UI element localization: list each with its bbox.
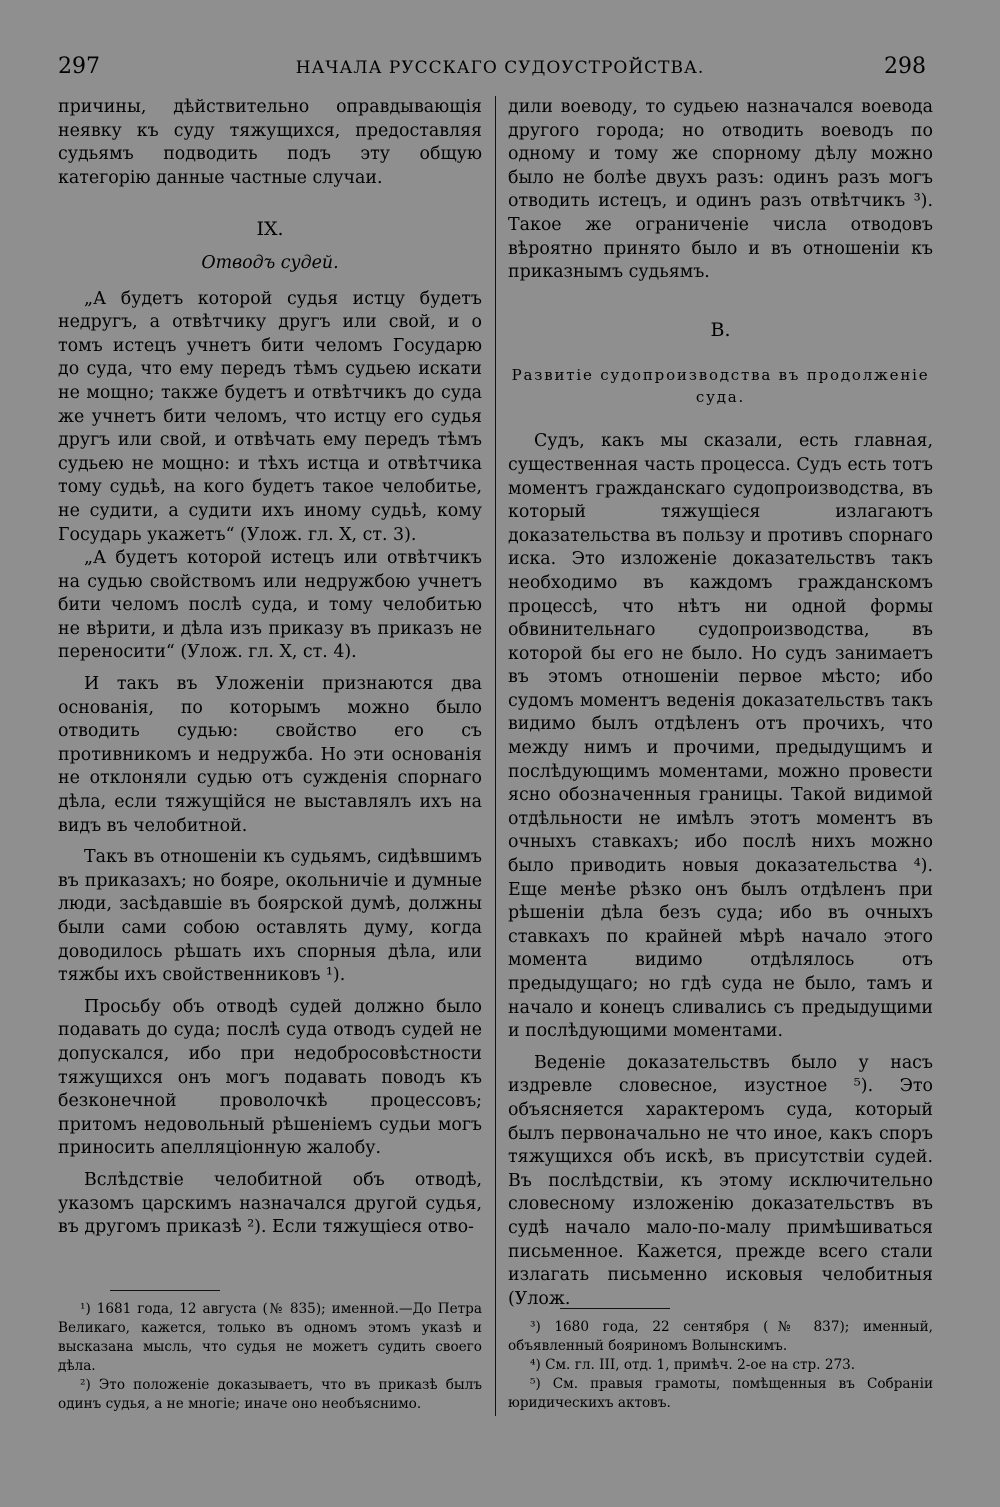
paragraph: Просьбу объ отводѣ судей должно было подавать до суда; послѣ суда отводъ судей не допускался, ибо при недобросовѣстности тяжущихся онъ могъ подавать поводъ къ безконечной проволочкѣ процессовъ; притомъ недовольный рѣшеніемъ судьи могъ приносить апелляціонную жалобу. <box>58 996 482 1159</box>
paragraph: „А будетъ которой истецъ или отвѣтчикъ на судью свойствомъ или недружбою учнетъ бити челомъ послѣ суда, и тому челобитью не вѣрити, и дѣла изъ приказу въ приказъ не переносити“ (Улож. гл. X, ст. 4). <box>58 548 482 663</box>
paragraph: Такъ въ отношеніи къ судьямъ, сидѣвшимъ въ приказахъ; но бояре, окольничіе и думные люди, засѣдавшіе въ боярской думѣ, должны были сами собою оставлять думу, когда доводилось рѣшать ихъ спорныя дѣла, или тяжбы ихъ свойственниковъ ¹). <box>58 847 482 986</box>
paragraph: Вслѣдствіе челобитной объ отводѣ, указомъ царскимъ назначался другой судья, въ другомъ приказѣ ²). Если тяжущіеся отво- <box>58 1169 482 1238</box>
footnote: ⁵) См. правыя грамоты, помѣщенныя въ Собраніи юридическихъ актовъ. <box>508 1376 933 1411</box>
footnote-rule <box>110 1290 220 1291</box>
section-number: B. <box>710 318 731 341</box>
column-divider <box>495 96 496 1416</box>
footnote: ³) 1680 года, 22 сентября (№ 837); именный, объявленный бояриномъ Волынскимъ. <box>508 1319 933 1354</box>
running-title: НАЧАЛА РУССКАГО СУДОУСТРОЙСТВА. <box>295 58 705 78</box>
footnotes-right <box>508 1318 933 1413</box>
left-column <box>58 96 482 1240</box>
right-column <box>508 96 933 1311</box>
footnote: ²) Это положеніе доказываетъ, что въ приказѣ былъ одинъ судья, а не многіе; иначе оно необъяснимо. <box>58 1377 482 1412</box>
footnote: ¹) 1681 года, 12 августа (№ 835); именной.—До Петра Великаго, кажется, только въ одномъ этомъ указѣ и высказана мысль, что судья не можетъ судить своего дѣла. <box>58 1301 482 1374</box>
footnote: ⁴) См. гл. III, отд. 1, примѣч. 2-ое на стр. 273. <box>530 1357 856 1373</box>
paragraph: И такъ въ Уложеніи признаются два основанія, по которымъ можно было отводить судью: свойство его съ противникомъ и недружба. Но эти основанія не отклоняли судью отъ сужденія спорнаго дѣла, если тяжущійся не выставлялъ ихъ на видъ въ челобитной. <box>58 674 482 836</box>
page-number-left: 297 <box>58 54 100 79</box>
section-title: Развитіе судопроизводства въ продолженіе суда. <box>511 366 930 407</box>
footnotes-left <box>58 1300 482 1414</box>
paragraph: Веденіе доказательствъ было у насъ издревле словесное, изустное ⁵). Это объясняется характеромъ суда, который былъ первоначально не что иное, какъ споръ тяжущихся объ искѣ, въ присутствіи судей. Въ послѣдствіи, къ этому исключительно словесному изложенію доказательствъ въ судѣ начало мало-по-малу примѣшиваться письменное. Кажется, прежде всего стали излагать письменно исковыя челобитныя (Улож. <box>508 1052 933 1309</box>
page-number-right: 298 <box>884 54 926 79</box>
paragraph: Судъ, какъ мы сказали, есть главная, существенная часть процесса. Судъ есть тотъ моментъ гражданскаго судопроизводства, въ который тяжущіеся излагаютъ доказательства въ пользу и противъ спорнаго иска. Это изложеніе доказательствъ такъ необходимо въ каждомъ гражданскомъ процессѣ, что нѣтъ ни одной формы обвинительнаго судопроизводства, въ которой бы его не было. Но судъ занимаетъ въ этомъ отношеніи первое мѣсто; ибо судомъ моментъ веденія доказательствъ такъ видимо былъ отдѣленъ отъ прочихъ, что между нимъ и прочими, предыдущимъ и послѣдующимъ моментами, можно провести ясно обозначенныя границы. Такой видимой отдѣльности не имѣлъ этотъ моментъ въ очныхъ ставкахъ; ибо послѣ нихъ можно было приводить новыя доказательства ⁴). Еще менѣе рѣзко онъ былъ отдѣленъ при рѣшеніи дѣла безъ суда; ибо въ очныхъ ставкахъ по крайней мѣрѣ начало этого момента видимо отдѣлялось отъ предыдущаго; но гдѣ суда не было, тамъ и начало и конецъ сливались съ предыдущими и послѣдующими моментами. <box>508 431 933 1042</box>
paragraph: „А будетъ которой судья истцу будетъ недругъ, а отвѣтчику другъ или свой, и о томъ истецъ учнетъ бити челомъ Государю до суда, что ему передъ тѣмъ судьею искати не мощно; также будетъ и отвѣтчикъ до суда же учнетъ бити челомъ, что истцу его судья другъ или свой, и отвѣчать ему передъ тѣмъ судьею не мощно: и тѣхъ истца и отвѣтчика тому судьѣ, на кого будетъ такое челобитье, не судити, а судити ихъ иному судьѣ, кому Государь укажетъ“ (Улож. гл. X, ст. 3). <box>58 288 482 545</box>
section-number: IX. <box>256 218 284 241</box>
footnote-rule <box>560 1308 670 1309</box>
paragraph: дили воеводу, то судьею назначался воевода другого города; но отводить воеводъ по одному и тому же спорному дѣлу можно было не болѣе двухъ разъ: одинъ разъ могъ отводить истецъ, и одинъ разъ отвѣтчикъ ³). Такое же ограниченіе числа отводовъ вѣроятно принято было и въ отношеніи къ приказнымъ судьямъ. <box>508 97 933 283</box>
section-title: Отводъ судей. <box>201 252 339 273</box>
paragraph: причины, дѣйствительно оправдывающія неявку къ суду тяжущихся, предоставляя судьямъ подводить подъ эту общую категорію данные частные случаи. <box>58 97 482 188</box>
